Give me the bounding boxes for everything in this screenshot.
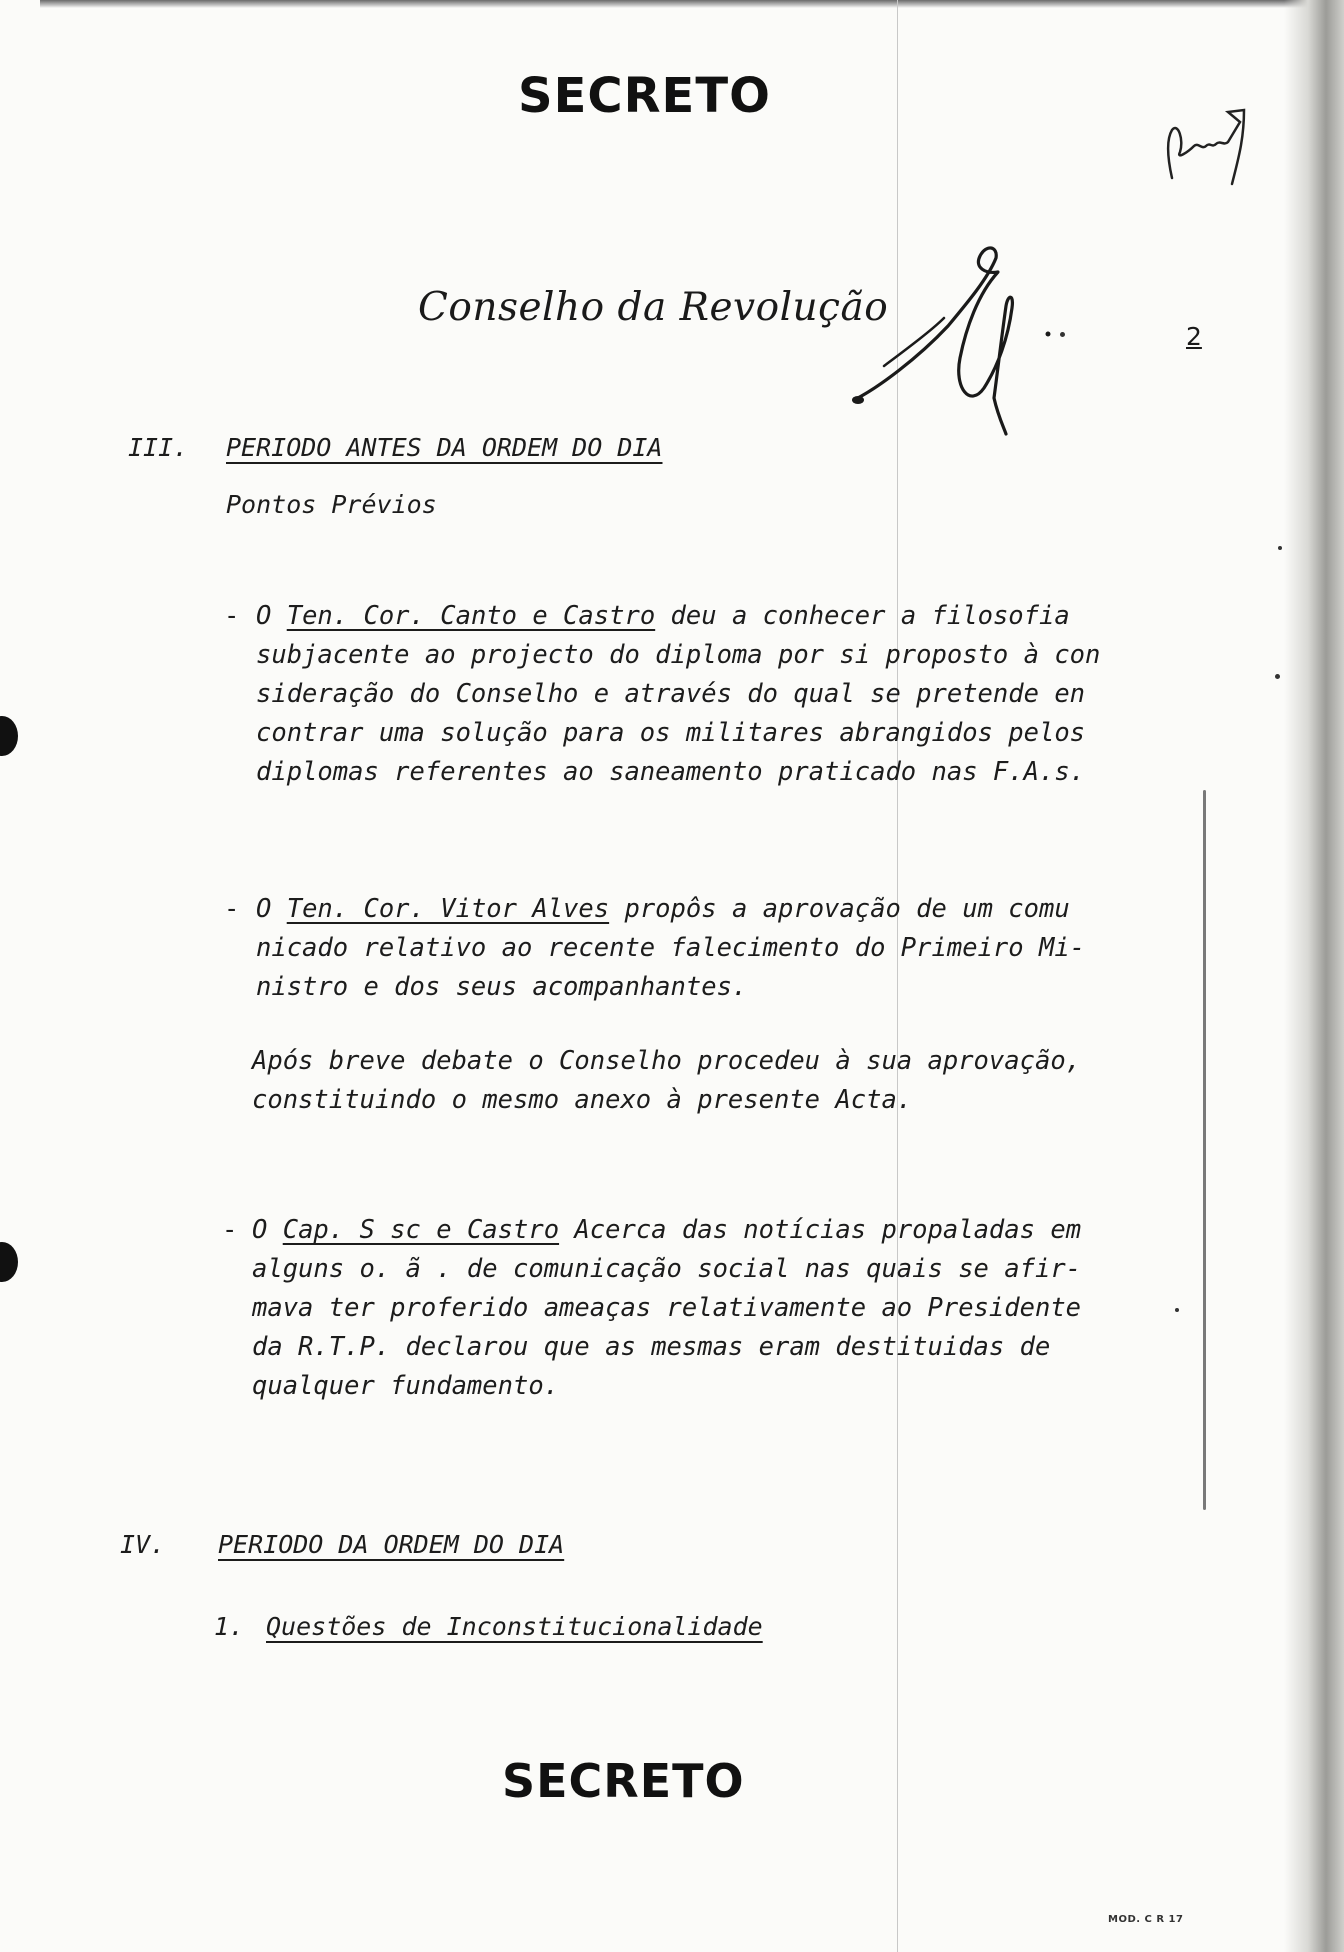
text-line: nistro e dos seus acompanhantes. bbox=[256, 972, 748, 1002]
section-subtitle: Pontos Prévios bbox=[226, 490, 437, 519]
list-item bbox=[224, 597, 1101, 792]
text-line: alguns o. ã . de comunicação social nas quais se afir- bbox=[252, 1254, 1082, 1284]
list-dash: - bbox=[222, 1215, 238, 1245]
text-line: qualquer fundamento. bbox=[252, 1371, 560, 1401]
text-line: da R.T.P. declarou que as mesmas eram destituidas de bbox=[252, 1332, 1051, 1362]
scan-right-edge bbox=[1284, 0, 1344, 1952]
section-number: IV. bbox=[120, 1530, 166, 1559]
item-title: Questões de Inconstitucionalidade bbox=[266, 1612, 763, 1641]
ink-speck bbox=[1278, 546, 1282, 550]
person-name: Ten. Cor. Canto e Castro bbox=[286, 601, 656, 631]
followup-paragraph bbox=[252, 1042, 1081, 1120]
section-number: III. bbox=[128, 433, 189, 462]
scan-top-edge bbox=[40, 0, 1340, 8]
person-name: Cap. S sc e Castro bbox=[282, 1215, 560, 1245]
handwritten-initials-icon bbox=[1158, 100, 1258, 190]
item-number: 1. bbox=[214, 1612, 245, 1641]
list-dash: - bbox=[224, 601, 240, 631]
text-line: O Cap. S sc e Castro Acerca das notícias propaladas em bbox=[252, 1215, 1082, 1245]
section-title: PERIODO ANTES DA ORDEM DO DIA bbox=[226, 433, 663, 462]
ink-speck bbox=[1175, 1308, 1179, 1312]
text-line: nicado relativo ao recente falecimento do Primeiro Mi- bbox=[256, 933, 1086, 963]
text-line: Após breve debate o Conselho procedeu à sua aprovação, bbox=[252, 1046, 1082, 1076]
list-dash: - bbox=[224, 894, 240, 924]
ink-speck bbox=[1275, 674, 1280, 679]
punch-hole bbox=[0, 1242, 18, 1282]
list-item bbox=[224, 890, 1086, 1007]
classification-stamp-bottom: SECRETO bbox=[502, 1754, 745, 1808]
text-line: constituindo o mesmo anexo à presente Acta. bbox=[252, 1085, 913, 1115]
handwritten-signature-icon bbox=[848, 238, 1058, 438]
text-line: contrar uma solução para os militares abrangidos pelos bbox=[256, 718, 1086, 748]
person-name: Ten. Cor. Vitor Alves bbox=[286, 894, 610, 924]
classification-stamp-top: SECRETO bbox=[518, 68, 771, 124]
margin-mark bbox=[1203, 790, 1206, 1510]
text-line: mava ter proferido ameaças relativamente ao Presidente bbox=[252, 1293, 1082, 1323]
punch-hole bbox=[0, 716, 18, 756]
text-line: diplomas referentes ao saneamento praticado nas F.A.s. bbox=[256, 757, 1086, 787]
list-item bbox=[222, 1211, 1082, 1406]
page-number: 2 bbox=[1186, 322, 1202, 351]
text-line: sideração do Conselho e através do qual se pretende en bbox=[256, 679, 1086, 709]
text-line: O Ten. Cor. Vitor Alves propôs a aprovação de um comu bbox=[256, 894, 1070, 924]
form-code: MOD. C R 17 bbox=[1108, 1914, 1184, 1925]
section-title: PERIODO DA ORDEM DO DIA bbox=[218, 1530, 565, 1559]
text-line: O Ten. Cor. Canto e Castro deu a conhecer a filosofia bbox=[256, 601, 1070, 631]
ink-speck bbox=[1060, 332, 1065, 337]
text-line: subjacente ao projecto do diploma por si proposto à con bbox=[256, 640, 1101, 670]
letterhead: Conselho da Revolução bbox=[418, 285, 889, 330]
